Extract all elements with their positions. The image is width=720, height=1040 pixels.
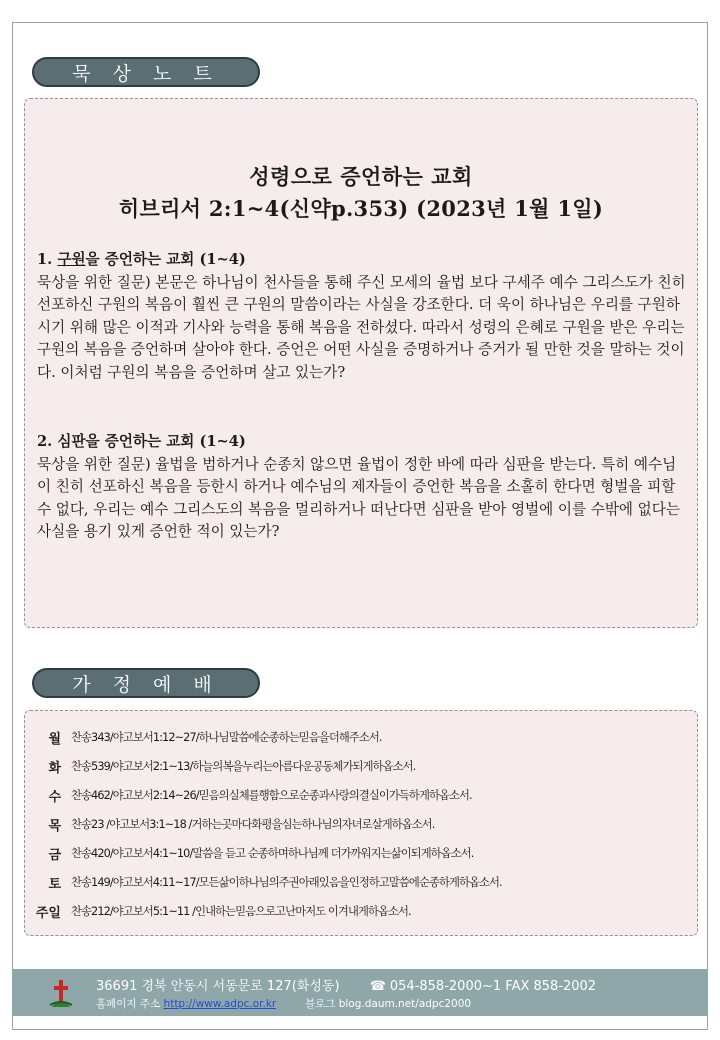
worship-row-fri <box>25 842 697 864</box>
worship-row-sat <box>25 871 697 893</box>
sermon-title-block <box>25 161 697 225</box>
day-text: 찬송212/야고보서5:1~11 /인내하는믿음으로고난마저도 이겨내게하옵소서. <box>71 905 411 918</box>
footer-contact-line <box>96 975 596 994</box>
sermon-reference: 히브리서 2:1~4(신약p.353) (2023년 1월 1일) <box>118 196 604 221</box>
footer-web-line <box>96 996 471 1011</box>
day-text: 찬송539/야고보서2:1~13/하늘의복을누리는아름다운공동체가되게하옵소서. <box>71 760 416 773</box>
point-1-heading-text: 을 증언하는 교회 (1~4) <box>85 251 246 268</box>
point-2-number: 2. <box>37 433 53 450</box>
blog-link[interactable]: blog.daum.net/adpc2000 <box>338 998 472 1010</box>
point-2-body: 묵상을 위한 질문) 율법을 범하거나 순종치 않으면 율법이 정한 바에 따라 심판을 받는다. 특히 예수님이 친히 선포하신 복음을 등한시 하거나 예수님의 제자들이 증언한 복음을 소홀히 한다면 형벌을 피할 수 없다, 우리는 예수 그리스도의 복음을 멀리하거나 떠난다면 심판을 받아 영벌에 이를 수밖에 없다는 사실을 용기 있게 증언한 적이 있는가? <box>37 455 680 540</box>
church-cross-logo-icon <box>48 977 74 1009</box>
day-text: 찬송343/야고보서1:12~27/하나님말씀에순종하는믿음을더해주소서. <box>71 731 382 744</box>
day-label: 수 <box>48 789 61 805</box>
point-1-number: 1. <box>37 251 53 268</box>
day-text: 찬송462/야고보서2:14~26/믿음의실체를행함으로순종과사랑의결실이가득하게하옵소서. <box>71 789 472 802</box>
worship-section-title: 가 정 예 배 <box>32 668 260 698</box>
point-1 <box>37 249 687 384</box>
day-text: 찬송420/야고보서4:1~10/말씀을 듣고 순종하며하나님께 더가까워지는삶이되게하옵소서. <box>71 847 474 860</box>
point-1-heading-underlined: 구원 <box>57 251 86 268</box>
footer-address: 36691 경북 안동시 서동문로 127(화성동) <box>96 979 340 994</box>
day-label: 토 <box>48 876 61 892</box>
meditation-box <box>24 98 698 628</box>
day-label: 금 <box>48 847 61 863</box>
sermon-title: 성령으로 증언하는 교회 <box>249 164 473 189</box>
homepage-label: 홈페이지 주소 <box>96 998 161 1010</box>
worship-row-tue <box>25 755 697 777</box>
footer <box>12 969 708 1016</box>
day-text: 찬송149/야고보서4:11~17/모든삶이하나님의주권아래있음을인정하고말씀에순종하게하옵소서. <box>71 876 502 889</box>
worship-box <box>24 710 698 936</box>
worship-row-wed <box>25 784 697 806</box>
worship-row-mon <box>25 726 697 748</box>
meditation-section-title: 묵 상 노 트 <box>32 57 260 87</box>
day-label: 화 <box>48 760 61 776</box>
point-2-heading <box>37 431 687 454</box>
footer-phone: 054-858-2000~1 FAX 858-2002 <box>389 979 597 994</box>
point-2 <box>37 431 687 544</box>
day-label: 월 <box>48 731 61 747</box>
day-label: 목 <box>48 818 61 834</box>
worship-row-thu <box>25 813 697 835</box>
phone-icon: ☎ <box>369 979 386 994</box>
day-label: 주일 <box>35 905 61 921</box>
worship-row-sun <box>25 900 697 922</box>
blog-label: 블로그 <box>304 998 336 1010</box>
point-2-heading-text: 심판을 증언하는 교회 (1~4) <box>57 433 246 450</box>
point-1-body: 묵상을 위한 질문) 본문은 하나님이 천사들을 통해 주신 모세의 율법 보다 구세주 예수 그리스도가 친히 선포하신 구원의 복음이 훨씬 큰 구원의 말씀이라는 사실을 강조한다. 더 욱이 하나님은 우리를 구원하시기 위해 많은 이적과 기사와 능력을 통해 복음을 전하셨다. 따라서 성령의 은혜로 구원을 받은 우리는 구원의 복음을 증언하며 살아야 한다. 증언은 어떤 사실을 증명하거나 증거가 될 만한 것을 말하는 것이다. 이처럼 구원의 복음을 증언하며 살고 있는가? <box>37 273 686 381</box>
day-text: 찬송23 /야고보서3:1~18 /거하는곳마다화평을심는하나님의자녀로살게하옵소서. <box>71 818 435 831</box>
point-1-heading <box>37 249 687 272</box>
homepage-link[interactable]: http://www.adpc.or.kr <box>163 998 277 1010</box>
